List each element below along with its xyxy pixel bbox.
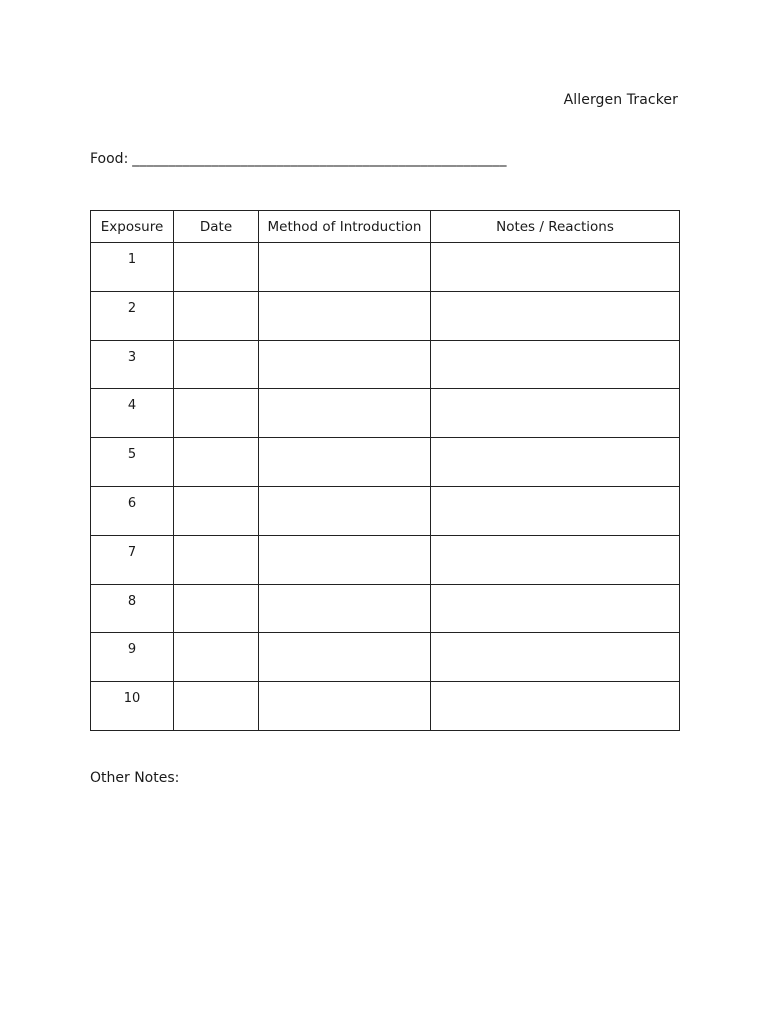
exposure-cell: 6	[91, 486, 174, 535]
method-cell[interactable]	[259, 389, 431, 438]
exposure-cell: 8	[91, 584, 174, 633]
date-cell[interactable]	[174, 535, 259, 584]
exposure-cell: 3	[91, 340, 174, 389]
date-cell[interactable]	[174, 291, 259, 340]
date-cell[interactable]	[174, 340, 259, 389]
header-date: Date	[174, 211, 259, 243]
food-blank-line[interactable]: ____________________________________________________	[132, 151, 507, 167]
method-cell[interactable]	[259, 291, 431, 340]
date-cell[interactable]	[174, 486, 259, 535]
header-method: Method of Introduction	[259, 211, 431, 243]
table-row	[91, 633, 680, 682]
other-notes-label: Other Notes:	[90, 770, 180, 786]
notes-cell[interactable]	[431, 486, 680, 535]
method-cell[interactable]	[259, 535, 431, 584]
method-cell[interactable]	[259, 633, 431, 682]
table-row	[91, 682, 680, 731]
notes-cell[interactable]	[431, 389, 680, 438]
table-header-row	[91, 211, 680, 243]
table-row	[91, 535, 680, 584]
header-notes: Notes / Reactions	[431, 211, 680, 243]
food-label: Food:	[90, 151, 129, 167]
exposure-cell: 4	[91, 389, 174, 438]
method-cell[interactable]	[259, 584, 431, 633]
notes-cell[interactable]	[431, 243, 680, 292]
exposure-cell: 9	[91, 633, 174, 682]
date-cell[interactable]	[174, 633, 259, 682]
date-cell[interactable]	[174, 243, 259, 292]
exposure-cell: 2	[91, 291, 174, 340]
notes-cell[interactable]	[431, 682, 680, 731]
notes-cell[interactable]	[431, 438, 680, 487]
exposure-cell: 7	[91, 535, 174, 584]
method-cell[interactable]	[259, 243, 431, 292]
food-field[interactable]	[90, 151, 507, 167]
table-row	[91, 243, 680, 292]
date-cell[interactable]	[174, 389, 259, 438]
notes-cell[interactable]	[431, 584, 680, 633]
document-title: Allergen Tracker	[563, 92, 678, 108]
method-cell[interactable]	[259, 682, 431, 731]
method-cell[interactable]	[259, 486, 431, 535]
method-cell[interactable]	[259, 340, 431, 389]
table-row	[91, 584, 680, 633]
notes-cell[interactable]	[431, 535, 680, 584]
method-cell[interactable]	[259, 438, 431, 487]
date-cell[interactable]	[174, 584, 259, 633]
notes-cell[interactable]	[431, 633, 680, 682]
date-cell[interactable]	[174, 438, 259, 487]
date-cell[interactable]	[174, 682, 259, 731]
header-exposure: Exposure	[91, 211, 174, 243]
notes-cell[interactable]	[431, 340, 680, 389]
exposure-cell: 1	[91, 243, 174, 292]
table-row	[91, 438, 680, 487]
notes-cell[interactable]	[431, 291, 680, 340]
table-row	[91, 340, 680, 389]
exposure-cell: 10	[91, 682, 174, 731]
exposure-cell: 5	[91, 438, 174, 487]
table-row	[91, 389, 680, 438]
table-row	[91, 291, 680, 340]
table-row	[91, 486, 680, 535]
exposure-table	[90, 210, 680, 731]
